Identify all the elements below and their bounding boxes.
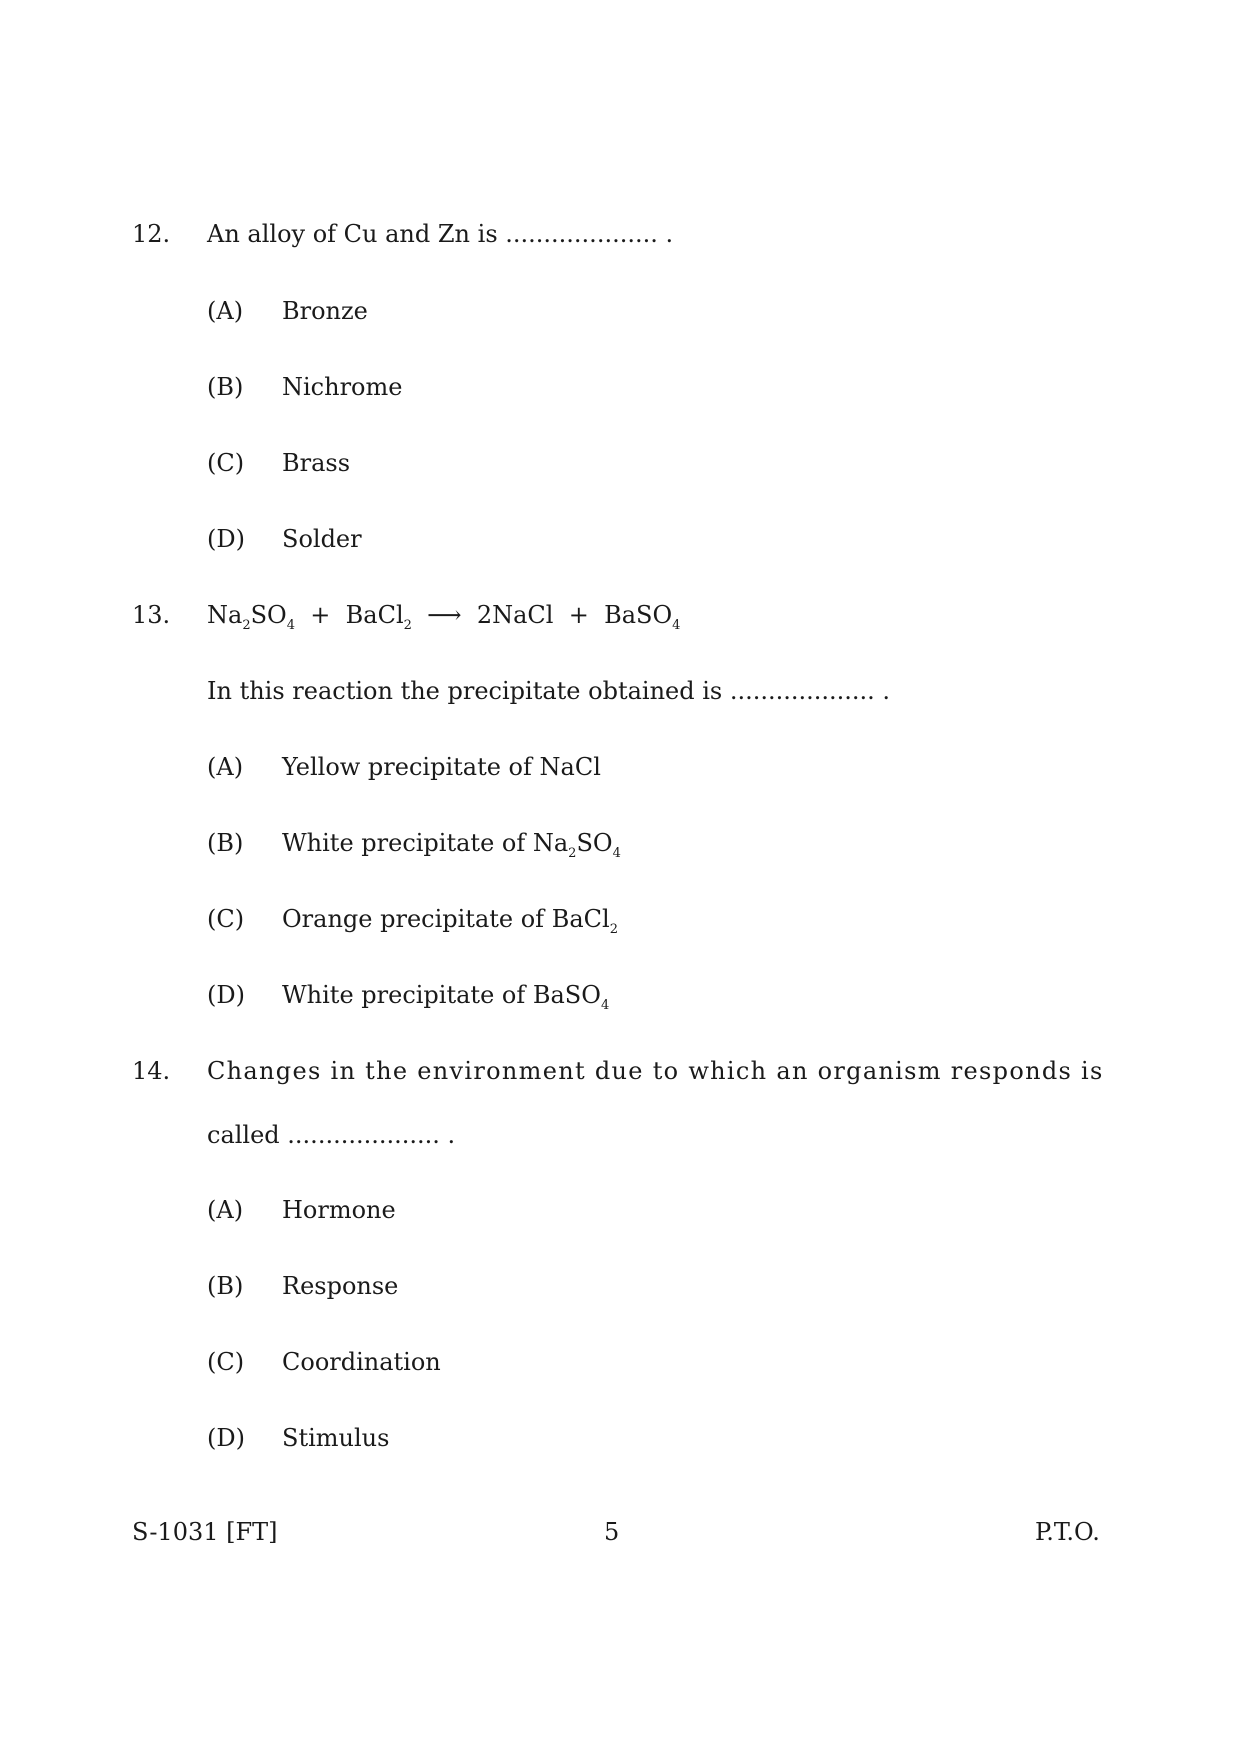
q13-option-c-label: (C) (207, 905, 245, 933)
eq-plus-1: + (310, 601, 331, 629)
question-12-stem: An alloy of Cu and Zn is .................... . (207, 220, 674, 248)
paper-code: S-1031 [FT] (132, 1518, 278, 1546)
q14-option-d-label: (D) (207, 1424, 245, 1452)
q13-option-c-text: Orange precipitate of BaCl$_2$ (282, 905, 618, 937)
q13-option-b-label: (B) (207, 829, 244, 857)
page-number: 5 (604, 1518, 620, 1546)
q13-option-b-text: White precipitate of $Na_2SO_4$ (282, 829, 621, 861)
question-14-stem-line-1: Changes in the environment due to which an organism responds is (207, 1057, 1104, 1085)
q12-option-d-label: (D) (207, 525, 245, 553)
eq-product-2: BaSO$_4$ (604, 601, 681, 633)
pto-label: P.T.O. (1035, 1518, 1100, 1546)
question-14-number: 14. (132, 1057, 171, 1085)
eq-arrow: ⟶ (427, 601, 462, 629)
q14-option-b-label: (B) (207, 1272, 244, 1300)
eq-reactant-1: $Na_2SO_4$ (207, 601, 295, 633)
q13-option-a-text: Yellow precipitate of NaCl (282, 753, 601, 781)
q12-option-d-text: Solder (282, 525, 362, 553)
q12-option-a-label: (A) (207, 297, 244, 325)
eq-reactant-2: BaCl$_2$ (345, 601, 412, 633)
q14-option-a-label: (A) (207, 1196, 244, 1224)
q14-option-c-label: (C) (207, 1348, 245, 1376)
question-14-stem-line-2: called .................... . (207, 1121, 456, 1149)
q13-option-d-label: (D) (207, 981, 245, 1009)
q13-option-d-text: White precipitate of BaSO$_4$ (282, 981, 610, 1013)
q12-option-b-text: Nichrome (282, 373, 403, 401)
q12-option-c-label: (C) (207, 449, 245, 477)
q12-option-a-text: Bronze (282, 297, 368, 325)
q12-option-b-label: (B) (207, 373, 244, 401)
q14-option-c-text: Coordination (282, 1348, 441, 1376)
q14-option-b-text: Response (282, 1272, 399, 1300)
chemical-equation (207, 601, 681, 633)
eq-product-1: 2NaCl (476, 601, 554, 629)
q13-option-a-label: (A) (207, 753, 244, 781)
question-13-number: 13. (132, 601, 171, 629)
eq-plus-2: + (568, 601, 589, 629)
question-12-number: 12. (132, 220, 171, 248)
q12-option-c-text: Brass (282, 449, 351, 477)
q14-option-a-text: Hormone (282, 1196, 396, 1224)
q14-option-d-text: Stimulus (282, 1424, 390, 1452)
question-13-stem: In this reaction the precipitate obtained is ................... . (207, 677, 891, 705)
